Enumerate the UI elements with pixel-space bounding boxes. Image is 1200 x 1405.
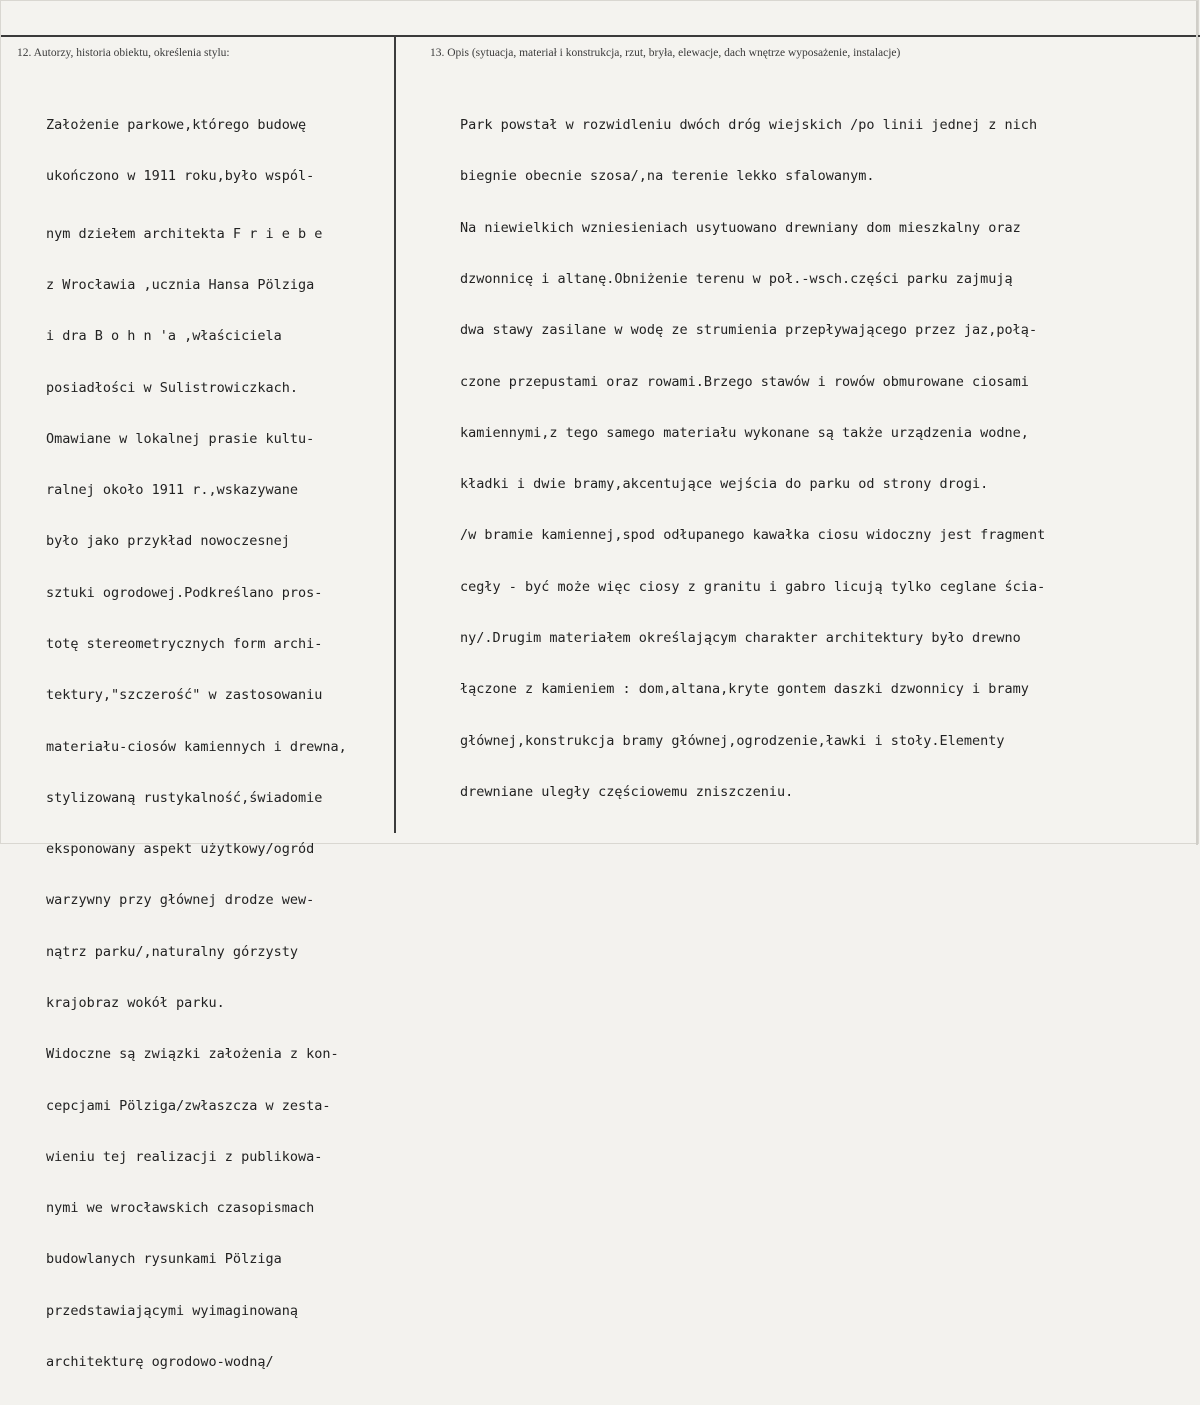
text-line: biegnie obecnie szosa/,na terenie lekko sfalowanym. (460, 168, 875, 185)
text-line: sztuki ogrodowej.Podkreślano pros- (46, 584, 323, 601)
text-line: stylizowaną rustykalność,świadomie (46, 789, 323, 806)
top-rule (1, 35, 1200, 37)
text-line: totę stereometrycznych form archi- (46, 636, 323, 652)
text-line: nym dziełem architekta F r i e b e (46, 225, 323, 242)
text-line: wieniu tej realizacji z publikowa- (46, 1148, 323, 1165)
section-12-heading: 12. Autorzy, historia obiektu, określenia stylu: (17, 47, 230, 59)
section-12-text (46, 83, 347, 1405)
text-line: głównej,konstrukcja bramy głównej,ogrodzenie,ławki i stoły.Elementy (460, 732, 1005, 749)
text-line: nątrz parku/,naturalny górzysty (46, 943, 298, 960)
text-line: cepcjami Pölziga/zwłaszcza w zesta- (46, 1097, 331, 1114)
text-line: tektury,"szczerość" w zastosowaniu (46, 687, 323, 704)
text-line: ukończono w 1911 roku,było wspól- (46, 168, 315, 185)
text-line: eksponowany aspekt użytkowy/ogród (46, 841, 315, 858)
text-line: nymi we wrocławskich czasopismach (46, 1200, 315, 1217)
text-line: architekturę ogrodowo-wodną/ (46, 1353, 274, 1370)
text-line: łączone z kamieniem : dom,altana,kryte gontem daszki dzwonnicy i bramy (460, 681, 1029, 698)
text-line: czone przepustami oraz rowami.Brzego stawów i rowów obmurowane ciosami (460, 373, 1029, 390)
text-line: krajobraz wokół parku. (46, 994, 225, 1011)
text-line: /w bramie kamiennej,spod odłupanego kawałka ciosu widoczny jest fragment (460, 527, 1046, 544)
text-line: cegły - być może więc ciosy z granitu i gabro licują tylko ceglane ścia- (460, 578, 1046, 595)
text-line: kamiennymi,z tego samego materiału wykonane są także urządzenia wodne, (460, 424, 1029, 441)
text-line: z Wrocławia ,ucznia Hansa Pölziga (46, 277, 315, 294)
text-line: ralnej około 1911 r.,wskazywane (46, 482, 298, 499)
text-line: Na niewielkich wzniesieniach usytuowano drewniany dom mieszkalny oraz (460, 219, 1021, 236)
column-divider (394, 35, 396, 833)
text-line: warzywny przy głównej drodze wew- (46, 892, 315, 909)
text-line: Widoczne są związki założenia z kon- (46, 1046, 339, 1063)
text-line: Omawiane w lokalnej prasie kultu- (46, 430, 315, 447)
text-line: i dra B o h n 'a ,właściciela (46, 328, 282, 345)
text-line: budowlanych rysunkami Pölziga (46, 1251, 282, 1268)
text-line: dwa stawy zasilane w wodę ze strumienia przepływającego przez jaz,połą- (460, 322, 1038, 339)
section-13-heading: 13. Opis (sytuacja, materiał i konstrukcja, rzut, bryła, elewacje, dach wnętrze wyposażenie, instalacje) (430, 47, 901, 59)
text-line: posiadłości w Sulistrowiczkach. (46, 379, 298, 396)
text-line: ny/.Drugim materiałem określającym charakter architektury było drewno (460, 630, 1021, 646)
text-line: kładki i dwie bramy,akcentujące wejścia do parku od strony drogi. (460, 476, 989, 493)
text-line: było jako przykład nowoczesnej (46, 533, 290, 550)
text-line: Założenie parkowe,którego budowę (46, 117, 307, 134)
card-edge (1196, 1, 1198, 845)
text-line: Park powstał w rozwidleniu dwóch dróg wiejskich /po linii jednej z nich (460, 117, 1038, 134)
text-line: materiału-ciosów kamiennych i drewna, (46, 738, 347, 755)
text-line: dzwonnicę i altanę.Obniżenie terenu w poł.-wsch.części parku zajmują (460, 271, 1013, 288)
text-line: przedstawiającymi wyimaginowaną (46, 1302, 298, 1319)
text-line: drewniane uległy częściowemu zniszczeniu. (460, 783, 794, 800)
section-13-text (460, 83, 1045, 835)
